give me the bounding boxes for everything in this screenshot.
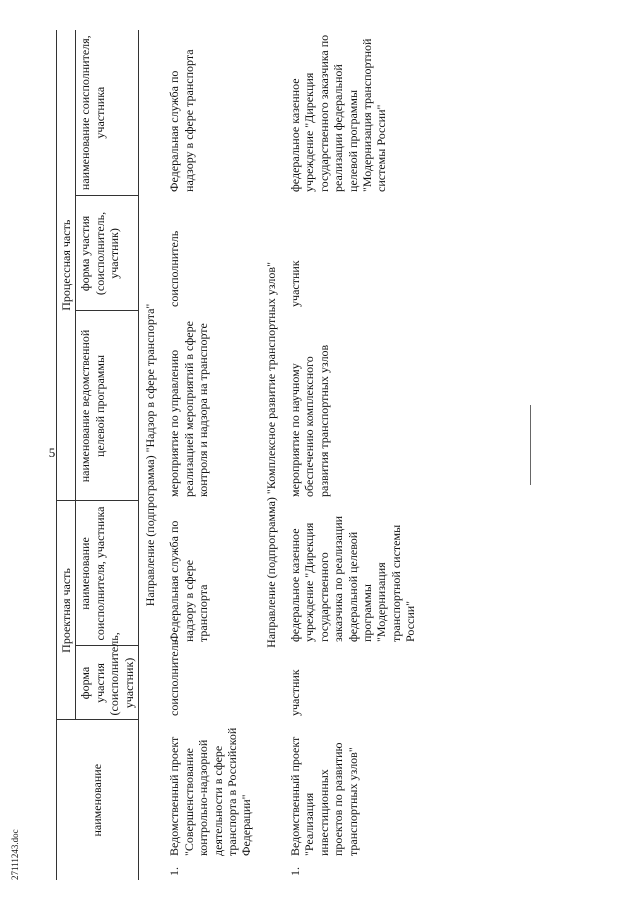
page-number: 5 xyxy=(48,445,56,460)
header-process-form: форма участия (соисполнитель, участник) xyxy=(76,196,139,311)
program-name: мероприятие по управлению реализацией мероприятий в сфере контроля и надзора на транспорте xyxy=(167,321,211,497)
process-form: соисполнитель xyxy=(167,230,182,307)
header-project-coexec: наименование соисполнителя, участника xyxy=(76,501,139,646)
header-project-form: форма участия (соисполнитель, участник) xyxy=(76,646,139,720)
row-number: 1. xyxy=(167,867,182,876)
project-form: участник xyxy=(288,669,303,716)
header-name: наименование xyxy=(57,720,139,880)
program-name: мероприятие по научному обеспечению комплексного развития транспортных узлов xyxy=(288,344,331,497)
project-coexec: федеральное казенное учреждение "Дирекция государственного заказчика по реализации федеральной целевой программы "Модернизация транспортной системы России" xyxy=(288,515,418,642)
header-program: наименование ведомственной целевой программы xyxy=(76,311,139,501)
document-footer: 27111243.doc xyxy=(10,829,20,880)
section-title: Направление (подпрограмма) "Комплексное развитие транспортных узлов" xyxy=(263,262,278,648)
row-number: 1. xyxy=(288,867,303,876)
program-table xyxy=(56,30,636,880)
project-name: Ведомственный проект "Реализация инвестиционных проектов по развитию транспортных узлов" xyxy=(288,736,360,856)
process-coexec: Федеральная служба по надзору в сфере транспорта xyxy=(167,49,196,192)
header-project-part: Проектная часть xyxy=(57,501,76,720)
header-process-part: Процессная часть xyxy=(57,30,76,501)
project-coexec: Федеральная служба по надзору в сфере транспорта xyxy=(167,520,211,642)
header-process-coexec: наименование соисполнителя, участника xyxy=(76,30,139,196)
project-name: Ведомственный проект "Совершенствование контрольно-надзорной деятельности в сфере транспорта в Российской Федерации" xyxy=(167,727,254,856)
table-row xyxy=(161,30,259,880)
process-coexec: федеральное казенное учреждение "Дирекция государственного заказчика по реализации федеральной целевой программы "Модернизация транспортной системы России" xyxy=(288,34,389,192)
project-form: соисполнитель xyxy=(167,639,182,716)
table-row xyxy=(282,30,424,880)
section-title: Направление (подпрограмма) "Надзор в сфере транспорта" xyxy=(142,303,157,607)
process-form: участник xyxy=(288,260,303,307)
